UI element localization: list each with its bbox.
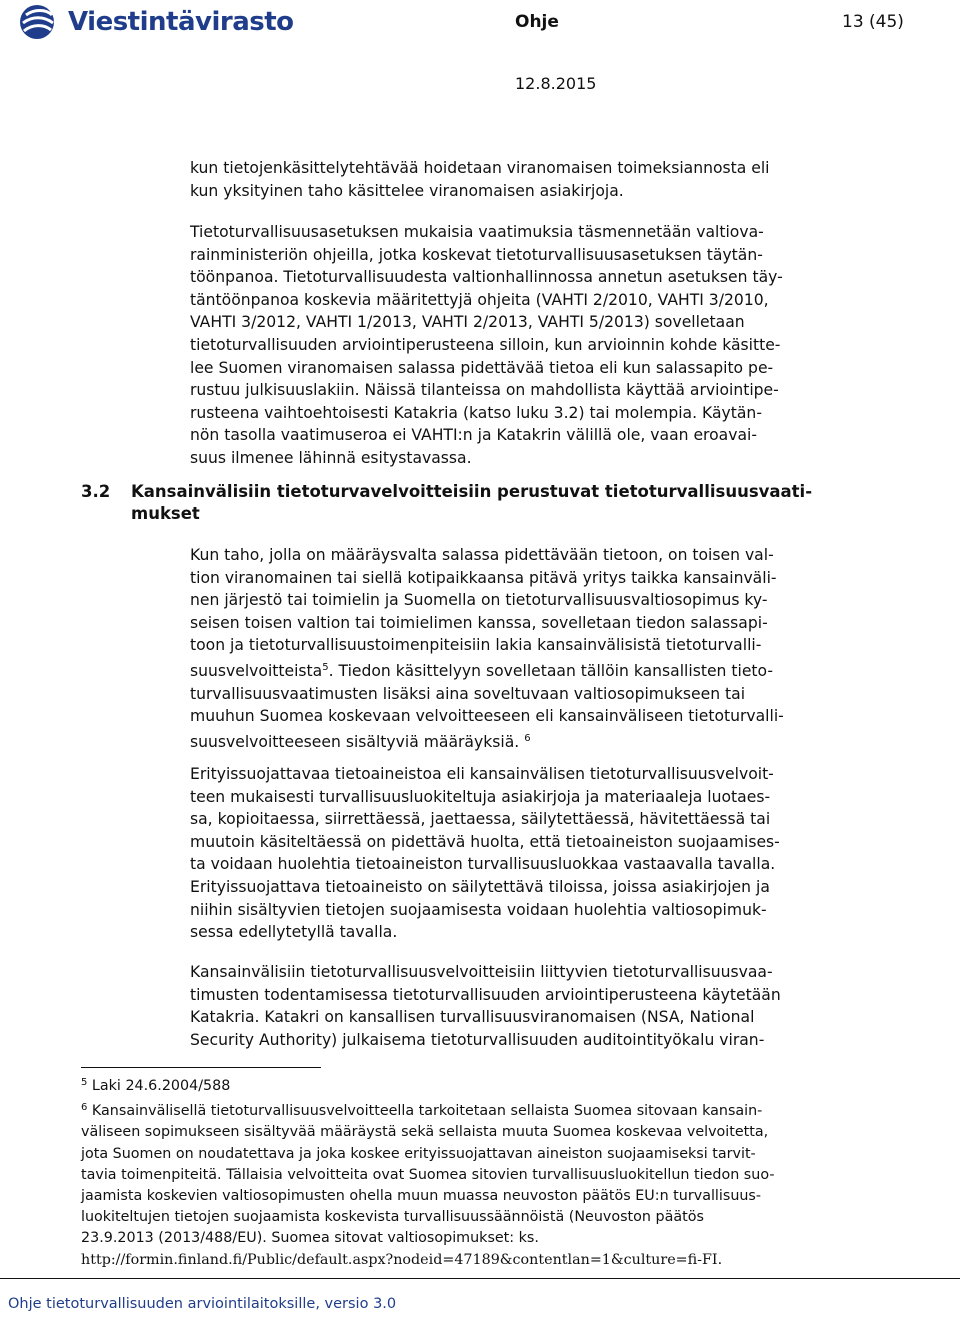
text-line: nön tasolla vaatimuseroa ei VAHTI:n ja Katakrin välillä ole, vaan eroavai-: [190, 426, 757, 445]
text-line: Kansainvälisiin tietoturvallisuusvelvoitteisiin liittyvien tietoturvallisuusvaa-: [190, 963, 773, 981]
text-line: turvallisuusvaatimusten lisäksi aina soveltuvaan valtiosopimukseen tai: [190, 684, 746, 703]
section-paragraph-3: [190, 961, 892, 1051]
section-heading: [81, 481, 901, 525]
text-line: Erityissuojattavaa tietoaineistoa eli kansainvälisen tietoturvallisuusvelvoit-: [190, 765, 774, 783]
text-line: teen mukaisesti turvallisuusluokiteltuja asiakirjoja ja materiaaleja luotaes-: [190, 787, 771, 806]
document-date: 12.8.2015: [515, 74, 597, 93]
text-line: Kun taho, jolla on määräysvalta salassa pidettävään tietoon, on toisen val-: [190, 546, 774, 564]
footnote-6-line: 23.9.2013 (2013/488/EU). Suomea sitovat valtiosopimukset: ks.: [81, 1230, 539, 1247]
text-line: suus ilmenee lähinnä esitystavassa.: [190, 448, 472, 467]
footnotes: [81, 1072, 886, 1271]
text-line: rusteena vaihtoehtoisesti Katakria (katso luku 3.2) tai molempia. Käytän-: [190, 403, 762, 422]
text-line: kun tietojenkäsittelytehtävää hoidetaan viranomaisen toimeksiannosta eli: [190, 159, 770, 177]
footnote-6-line: luokiteltujen tietojen suojaamista koskevista turvallisuussäännöistä (Neuvoston päätös: [81, 1209, 704, 1226]
text-line: tion viranomainen tai siellä kotipaikkaansa pitävä yritys taikka kansainväli-: [190, 568, 777, 587]
text-line: nen järjestö tai toimielin ja Suomella on tietoturvallisuusvaltiosopimus ky-: [190, 591, 768, 610]
text-line: sessa edellytetyllä tavalla.: [190, 923, 398, 942]
section-paragraph-2: [190, 763, 892, 944]
footnote-number: 6: [81, 1102, 88, 1114]
text-line: muutoin käsiteltäessä on pidettävä huolta, että tietoaineiston suojaamises-: [190, 832, 780, 851]
text-line: täntöönpanoa koskevia määritettyjä ohjeita (VAHTI 2/2010, VAHTI 3/2010,: [190, 290, 769, 309]
logo-wordmark: Viestintävirasto: [68, 7, 294, 37]
text-line-with-footnote: suusvelvoitteista$^5$. Tiedon käsittelyyn sovelletaan tällöin kansallisten tieto-: [190, 661, 774, 680]
document-type: Ohje: [515, 12, 559, 32]
footnote-number: 5: [81, 1077, 88, 1088]
footnote-divider: [81, 1067, 321, 1068]
footnote-ref-6[interactable]: 6: [524, 732, 531, 744]
footnote-6-line: väliseen sopimukseen sisältyvää määräystä sekä sellaista muuta Suomea koskevaa velvoitetta,: [81, 1124, 769, 1141]
text-line: niihin sisältyvien tietojen suojaamisesta voidaan huolehtia valtiosopimuk-: [190, 900, 767, 919]
text-line: kun yksityinen taho käsittelee viranomaisen asiakirjoja.: [190, 181, 624, 200]
text-line: Security Authority) julkaisema tietoturvallisuuden auditointityökalu viran-: [190, 1030, 765, 1049]
text-line: Tietoturvallisuusasetuksen mukaisia vaatimuksia täsmennetään valtiova-: [190, 223, 764, 241]
text-line-with-footnote: suusvelvoitteeseen sisältyviä määräyksiä. $^6$: [190, 732, 531, 751]
text-line: sa, kopioitaessa, siirrettäessä, jaettaessa, säilytettäessä, hävitettäessä tai: [190, 810, 771, 829]
footnote-6-line: jaamista koskevien valtiosopimusten ohella muun muassa neuvoston päätös EU:n turvallisuus-: [81, 1188, 762, 1205]
section-number: 3.2: [81, 482, 111, 501]
text-line: tietoturvallisuuden arviointiperusteena silloin, kun arvioinnin kohde käsitte-: [190, 335, 781, 354]
text-line: Katakria. Katakri on kansallisen turvallisuusviranomaisen (NSA, National: [190, 1008, 755, 1027]
text-line: timusten todentamisessa tietoturvallisuuden arviointiperusteena käytetään: [190, 985, 781, 1004]
footnote-5: $^5$ Laki 24.6.2004/588: [81, 1077, 231, 1094]
text-line: rainministeriön ohjeilla, jotka koskevat tietoturvallisuusasetuksen täytän-: [190, 245, 763, 264]
page-number: 13 (45): [842, 12, 904, 32]
footer-divider: [0, 1278, 960, 1279]
text-line: seisen toisen valtion tai toimielimen kanssa, sovelletaan tiedon salassapi-: [190, 613, 768, 632]
text-line: ta voidaan huolehtia tietoaineiston turvallisuusluokkaa vastaavalla tavalla.: [190, 855, 776, 874]
footnote-6-line: tavia toimenpiteitä. Tällaisia velvoitteita ovat Suomea sitovien turvallisuusluokitellun tiedon suo-: [81, 1166, 775, 1183]
text-line: VAHTI 3/2012, VAHTI 1/2013, VAHTI 2/2013, VAHTI 5/2013) sovelletaan: [190, 313, 745, 332]
section-paragraph-1: [190, 544, 892, 753]
text-line: muuhun Suomea koskevaan velvoitteeseen eli kansainväliseen tietoturvalli-: [190, 707, 784, 726]
text-line: töönpanoa. Tietoturvallisuudesta valtionhallinnossa annetun asetuksen täy-: [190, 268, 783, 287]
vahti-paragraph: [190, 221, 892, 470]
text-line: toon ja tietoturvallisuustoimenpiteisiin lakia kansainvälisistä tietoturvalli-: [190, 636, 762, 655]
footnote-url-link[interactable]: http://formin.finland.fi/Public/default.aspx?nodeid=47189&contentlan=1&culture=fi-FI.: [81, 1251, 723, 1268]
footnote-6-line: jota Suomen on noudatettava ja joka koskee erityissuojattavan aineiston suojaamiseksi tarvit-: [81, 1145, 756, 1162]
text-line: Erityissuojattava tietoaineisto on säilytettävä tiloissa, joissa asiakirjojen ja: [190, 877, 770, 896]
intro-paragraph: [190, 157, 892, 202]
footnote-6-line: $^6$ Kansainvälisellä tietoturvallisuusvelvoitteella tarkoitetaan sellaista Suomea sitovaan kansain-: [81, 1102, 763, 1120]
agency-logo: [18, 3, 294, 41]
footer-text: Ohje tietoturvallisuuden arviointilaitoksille, versio 3.0: [8, 1296, 397, 1312]
logo-globe-icon: [18, 3, 62, 41]
text-line: rustuu julkisuuslakiin. Näissä tilanteissa on mahdollista käyttää arviointipe-: [190, 381, 779, 400]
section-title: Kansainvälisiin tietoturvavelvoitteisiin perustuvat tietoturvallisuusvaati-: [131, 482, 813, 501]
footnote-ref-5[interactable]: 5: [322, 661, 329, 673]
section-title-continuation: mukset: [131, 504, 200, 523]
text-line: lee Suomen viranomaisen salassa pidettävää tietoa eli kun salassapito pe-: [190, 358, 774, 377]
